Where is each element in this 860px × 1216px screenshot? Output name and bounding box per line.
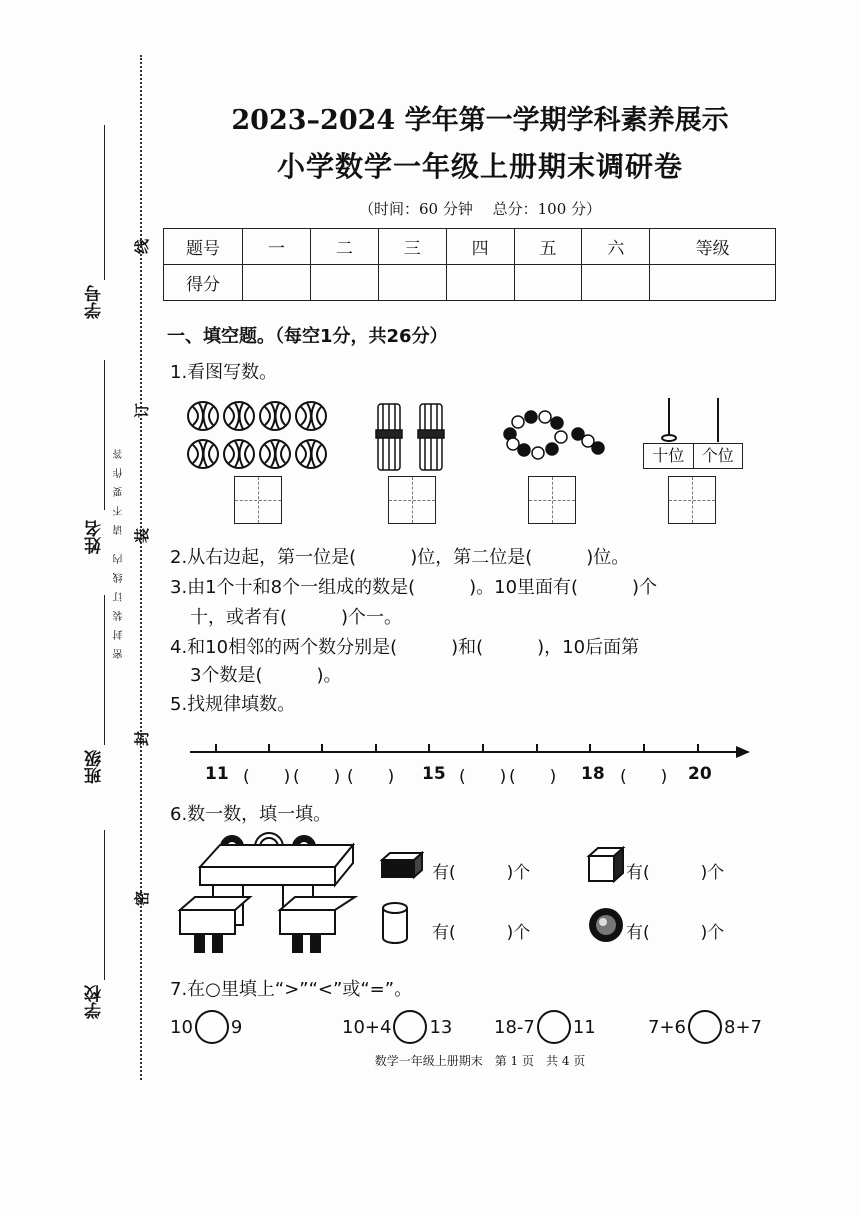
name-label: 姓名 [85,520,105,554]
sphere-count-text: 有( )个 [626,923,725,943]
q4-text-line2: 3个数是( )。 [190,665,342,686]
q5-text: 5.找规律填数。 [170,694,296,715]
score-table-score-row [164,265,776,301]
school-label: 学校 [85,985,105,1019]
q7-text: 7.在○里填上“>”“<”或“=”。 [170,979,413,1000]
binding-notice-top: 请不要作答 [114,440,125,535]
number-line [188,740,753,762]
ones-label: 个位 [701,446,734,465]
section1-heading: 一、填空题。（每空1分，共26分） [167,326,448,347]
number-blank[interactable]: ( ) [509,767,557,787]
binding-mark-mi: 密 [133,890,152,907]
score-col-3: 三 [378,229,446,265]
counter-rods-icon [642,396,742,446]
score-col-2: 二 [310,229,378,265]
compare-left: 7+6 [648,1016,686,1038]
compare-item [494,1010,596,1044]
compare-circle[interactable] [393,1010,427,1044]
compare-circle[interactable] [195,1010,229,1044]
watermelon-icon [188,402,218,430]
block-structure-illustration [175,825,365,960]
binding-mark-feng: 封 [133,730,152,747]
binding-mark-line: 线 [133,238,152,255]
compare-left: 10 [170,1016,193,1038]
binding-mark-zhuang: 装 [133,527,152,544]
score-col-4: 四 [446,229,514,265]
score-cell[interactable] [582,265,650,301]
number-line-label-11: 11 [205,764,229,784]
number-blank[interactable]: ( ) [347,767,395,787]
score-col-6: 六 [582,229,650,265]
compare-right: 8+7 [724,1016,762,1038]
tens-label: 十位 [644,444,694,468]
score-cell[interactable] [446,265,514,301]
q3-text-line2: 十，或者有( )个一。 [190,607,403,628]
class-label: 班级 [85,750,105,784]
answer-box-counter[interactable] [668,476,716,524]
compare-circle[interactable] [537,1010,571,1044]
binding-notice-mid: 密封装订线内 [114,545,125,659]
score-table-header-row [164,229,776,265]
score-cell[interactable] [378,265,446,301]
cylinder-icon [380,900,410,946]
q1-text: 1.看图写数。 [170,362,278,383]
number-line-label-20: 20 [688,764,712,784]
q2-text: 2.从右边起，第一位是( )位，第二位是( )位。 [170,547,630,568]
number-line-label-18: 18 [581,764,605,784]
compare-right: 9 [230,1016,243,1038]
sphere-icon [586,905,626,945]
compare-right: 13 [429,1016,453,1038]
answer-box-beads[interactable] [528,476,576,524]
compare-item [342,1010,452,1044]
cylinder-count-text: 有( )个 [432,923,531,943]
compare-item [170,1010,242,1044]
score-col-grade: 等级 [650,229,776,265]
cube-count-text: 有( )个 [626,863,725,883]
compare-circle[interactable] [688,1010,722,1044]
compare-left: 10+4 [342,1016,392,1038]
cuboid-count-text: 有( )个 [432,863,531,883]
score-table-header-label: 题号 [164,229,243,265]
cuboid-icon [380,850,424,880]
score-cell[interactable] [514,265,582,301]
cube-icon [586,845,626,885]
score-col-5: 五 [514,229,582,265]
q6-text: 6.数一数，填一填。 [170,804,332,825]
exam-subtitle: 小学数学一年级上册期末调研卷 [276,150,683,183]
q3-text-line1: 3.由1个十和8个一组成的数是( )。10里面有( )个 [170,577,658,598]
page-footer: 数学一年级上册期末 第 1 页 共 4 页 [374,1054,586,1068]
place-value-header [643,443,743,469]
number-blank[interactable]: ( ) [243,767,291,787]
answer-box-sticks[interactable] [388,476,436,524]
exam-title: 2023–2024 学年第一学期学科素养展示 [231,105,729,136]
compare-left: 18-7 [494,1016,535,1038]
compare-item [648,1010,762,1044]
score-cell[interactable] [310,265,378,301]
score-cell[interactable] [243,265,311,301]
number-blank[interactable]: ( ) [459,767,507,787]
score-row-label: 得分 [164,265,243,301]
watermelon-group-icon [185,398,330,473]
answer-box-watermelon[interactable] [234,476,282,524]
exam-time-info: （时间：60 分钟 总分：100 分） [358,200,602,218]
score-col-1: 一 [243,229,311,265]
binding-mark-ding: 订 [133,402,152,419]
q4-text-line1: 4.和10相邻的两个数分别是( )和( )，10后面第 [170,637,640,658]
school-line [104,830,105,980]
score-cell[interactable] [650,265,776,301]
score-table [163,228,776,301]
name-line [104,360,105,510]
compare-right: 11 [572,1016,596,1038]
number-blank[interactable]: ( ) [293,767,341,787]
number-line-label-15: 15 [422,764,446,784]
bead-ring-icon [498,410,608,460]
student-id-label: 学号 [85,285,105,319]
stick-bundles-icon [372,402,452,472]
number-blank[interactable]: ( ) [620,767,668,787]
class-line [104,595,105,745]
